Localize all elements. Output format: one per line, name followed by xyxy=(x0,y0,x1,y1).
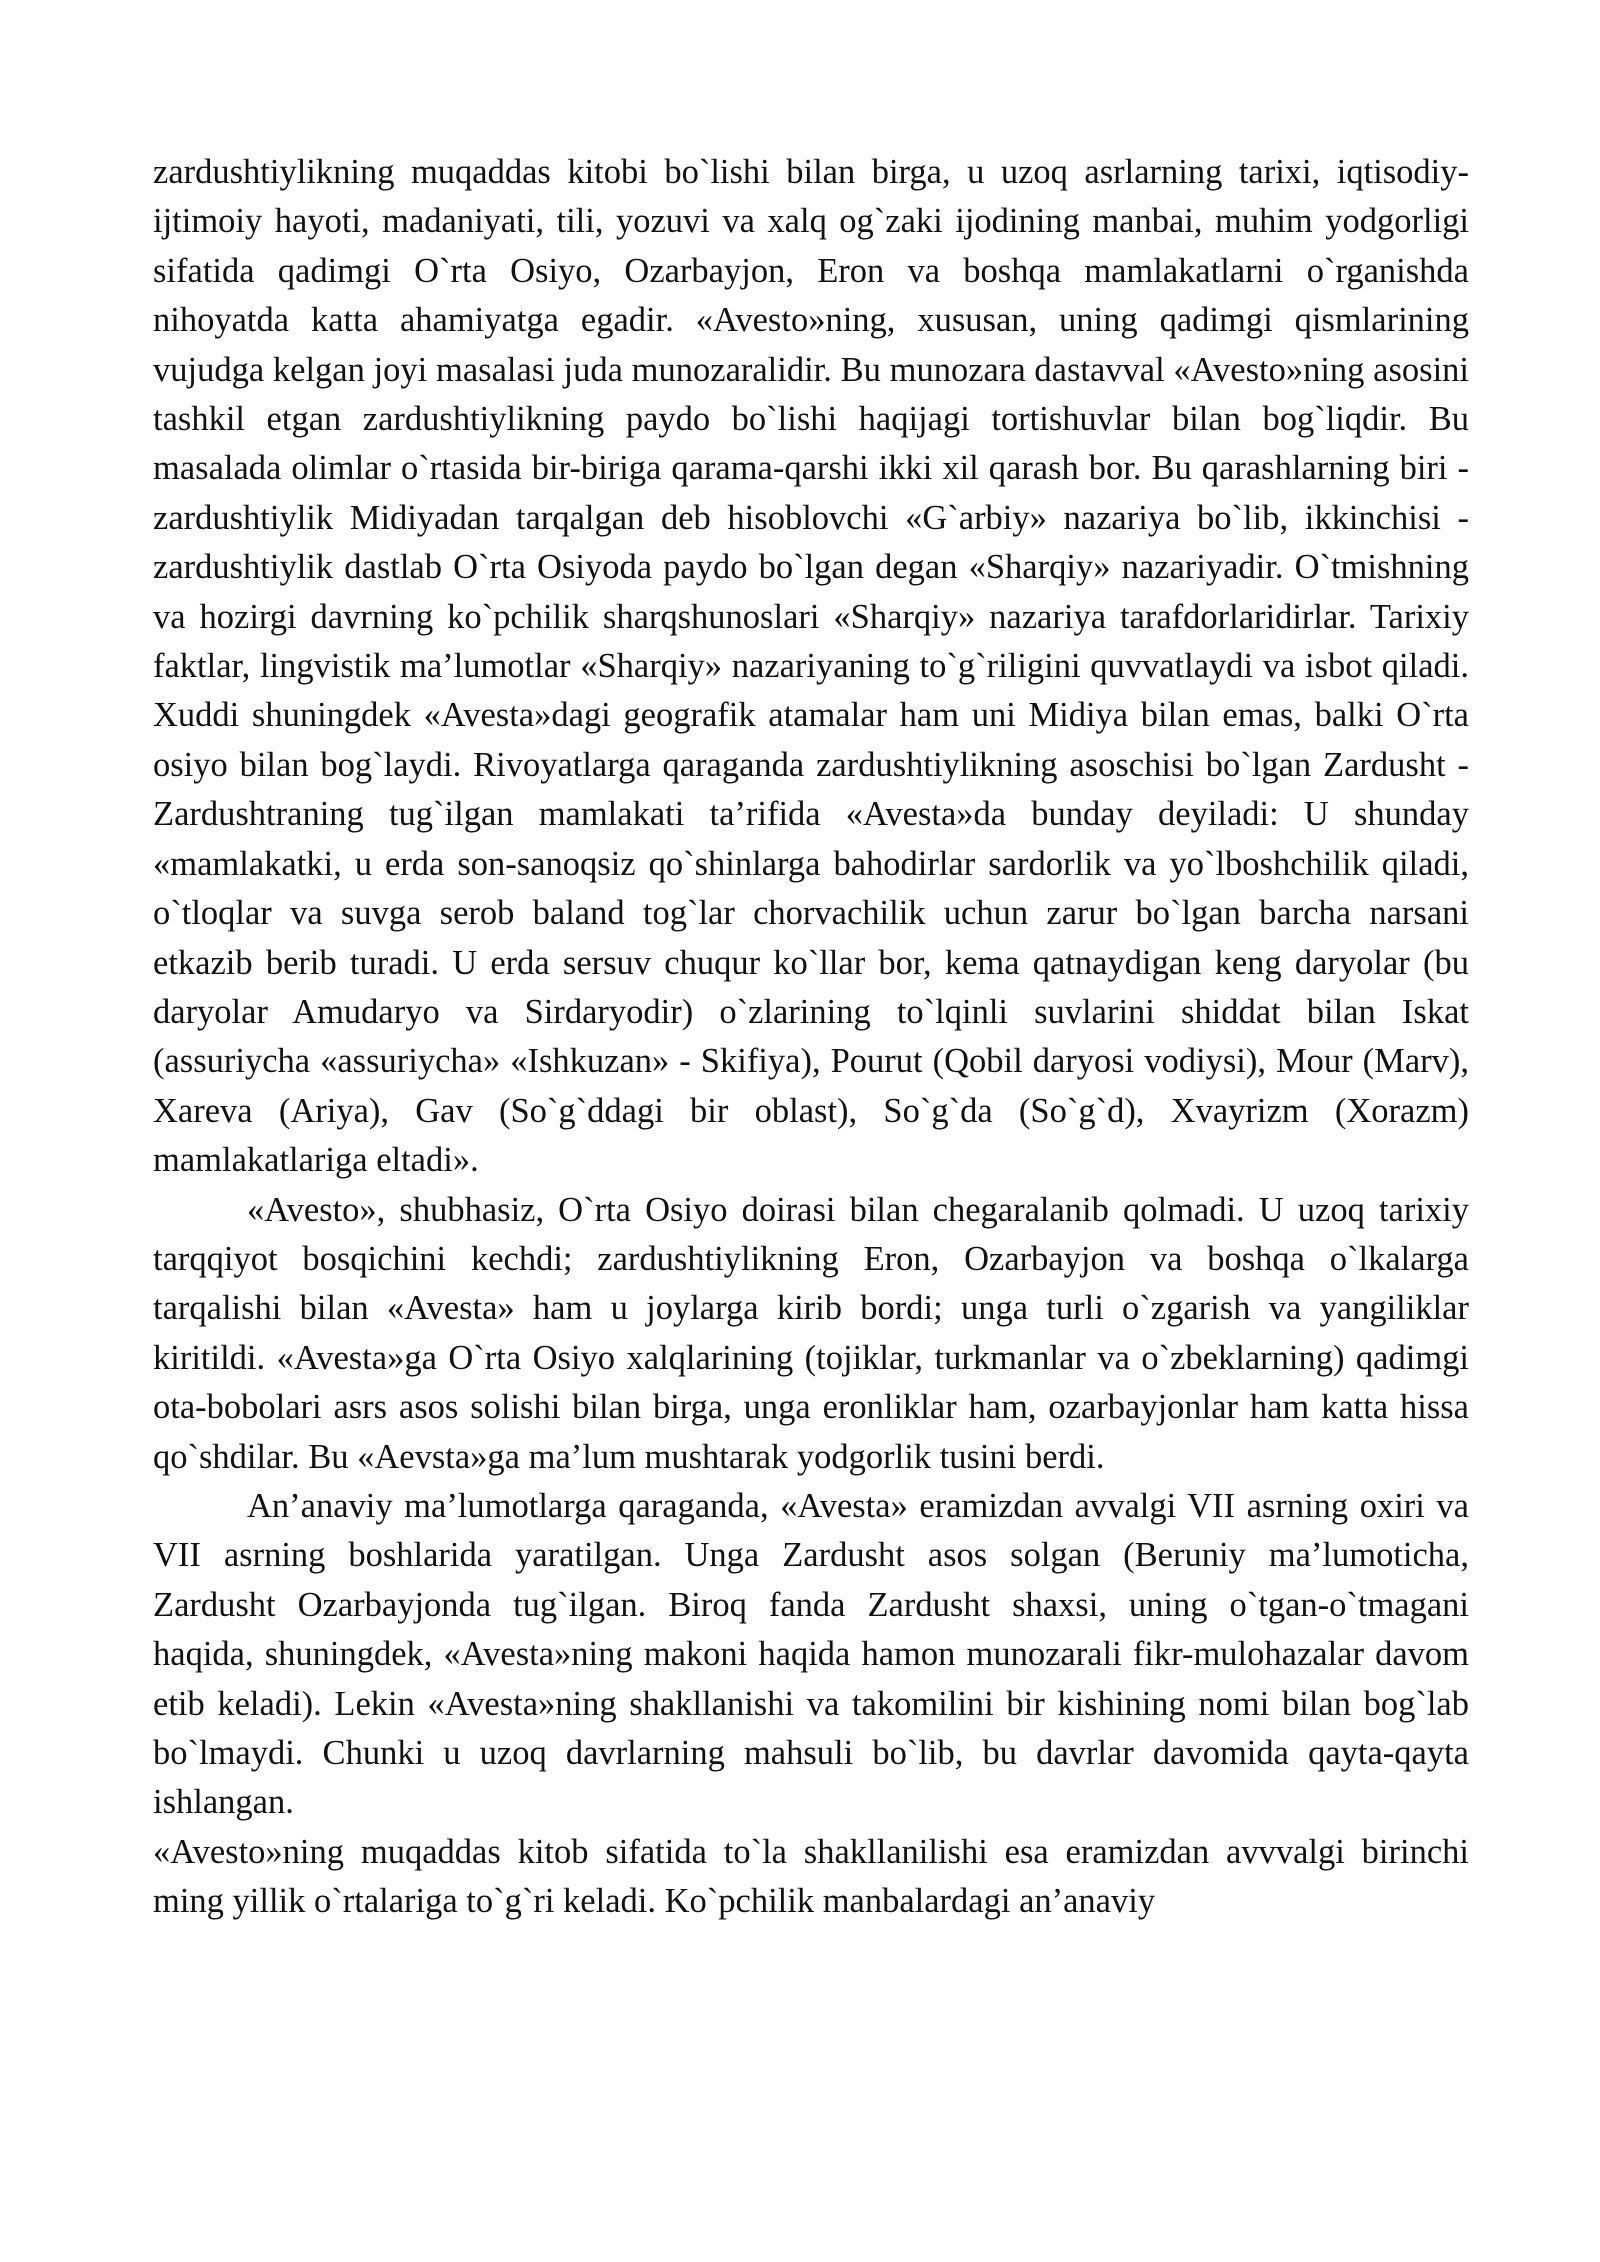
paragraph: An’anaviy ma’lumotlarga qaraganda, «Avesta» eramizdan avvalgi VII asrning oxiri va VII asrning boshlarida yaratilgan. Unga Zardusht asos solgan (Beruniy ma’lumoticha, Zardusht Ozarbayjonda tug`ilgan. Biroq fanda Zardusht shaxsi, uning o`tgan-o`tmagani haqida, shuningdek, «Avesta»ning makoni haqida hamon munozarali fikr-mulohazalar davom etib keladi). Lekin «Avesta»ning shakllanishi va takomilini bir kishining nomi bilan bog`lab bo`lmaydi. Chunki u uzoq davrlarning mahsuli bo`lib, bu davrlar davomida qayta-qayta ishlangan. xyxy=(153,1486,1469,1822)
paragraph: zardushtiylikning muqaddas kitobi bo`lishi bilan birga, u uzoq asrlarning tarixi, iqtisodiy-ijtimoiy hayoti, madaniyati, tili, yozuvi va xalq og`zaki ijodining manbai, muhim yodgorligi sifatida qadimgi O`rta Osiyo, Ozarbayjon, Eron va boshqa mamlakatlarni o`rganishda nihoyatda katta ahamiyatga egadir. «Avesto»ning, xususan, uning qadimgi qismlarining vujudga kelgan joyi masalasi juda munozaralidir. Bu munozara dastavval «Avesto»ning asosini tashkil etgan zardushtiylikning paydo bo`lishi haqijagi tortishuvlar bilan bog`liqdir. Bu masalada olimlar o`rtasida bir-biriga qarama-qarshi ikki xil qarash bor. Bu qarashlarning biri - zardushtiylik Midiyadan tarqalgan deb hisoblovchi «G`arbiy» nazariya bo`lib, ikkinchisi - zardushtiylik dastlab O`rta Osiyoda paydo bo`lgan degan «Sharqiy» nazariyadir. O`tmishning va hozirgi davrning ko`pchilik sharqshunoslari «Sharqiy» nazariya tarafdorlaridirlar. Tarixiy faktlar, lingvistik ma’lumotlar «Sharqiy» nazariyaning to`g`riligini quvvatlaydi va isbot qiladi. Xuddi shuningdek «Avesta»dagi geografik atamalar ham uni Midiya bilan emas, balki O`rta osiyo bilan bog`laydi. Rivoyatlarga qaraganda zardushtiylikning asoschisi bo`lgan Zardusht - Zardushtraning tug`ilgan mamlakati ta’rifida «Avesta»da bunday deyiladi: U shunday «mamlakatki, u erda son-sanoqsiz qo`shinlarga bahodirlar sardorlik va yo`lboshchilik qiladi, o`tloqlar va suvga serob baland tog`lar chorvachilik uchun zarur bo`lgan barcha narsani etkazib berib turadi. U erda sersuv chuqur ko`llar bor, kema qatnaydigan keng daryolar (bu daryolar Amudaryo va Sirdaryodir) o`zlarining to`lqinli suvlarini shiddat bilan Iskat (assuriycha «assuriycha» «Ishkuzan» - Skifiya), Pourut (Qobil daryosi vodiysi), Mour (Marv), Xareva (Ariya), Gav (So`g`ddagi bir oblast), So`g`da (So`g`d), Xvayrizm (Xorazm) mamlakatlariga eltadi». xyxy=(153,153,1469,1180)
document-body xyxy=(153,148,1469,1927)
paragraph: «Avesto», shubhasiz, O`rta Osiyo doirasi bilan chegaralanib qolmadi. U uzoq tarixiy tarqqiyot bosqichini kechdi; zardushtiylikning Eron, Ozarbayjon va boshqa o`lkalarga tarqalishi bilan «Avesta» ham u joylarga kirib bordi; unga turli o`zgarish va yangiliklar kiritildi. «Avesta»ga O`rta Osiyo xalqlarining (tojiklar, turkmanlar va o`zbeklarning) qadimgi ota-bobolari asrs asos solishi bilan birga, unga eronliklar ham, ozarbayjonlar ham katta hissa qo`shdilar. Bu «Aevsta»ga ma’lum mushtarak yodgorlik tusini berdi. xyxy=(153,1190,1469,1476)
paragraph: «Avesto»ning muqaddas kitob sifatida to`la shakllanilishi esa eramizdan avvvalgi birinchi ming yillik o`rtalariga to`g`ri keladi. Ko`pchilik manbalardagi an’anaviy xyxy=(153,1832,1469,1921)
